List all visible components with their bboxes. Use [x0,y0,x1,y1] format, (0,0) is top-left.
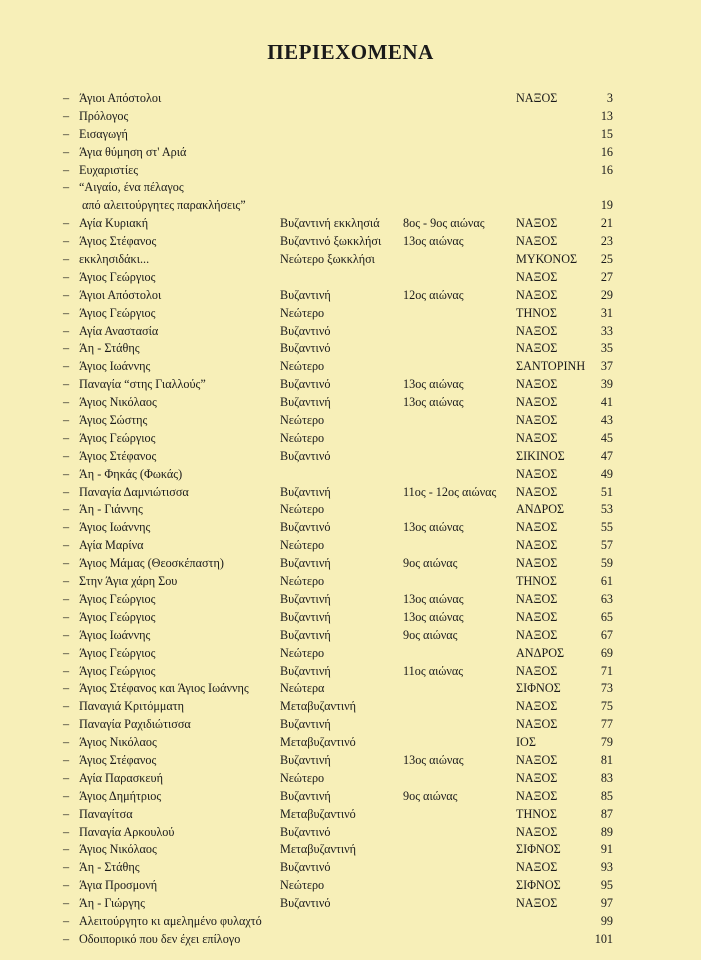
toc-entry-title: Άη - Στάθης [79,341,140,356]
toc-entry-island: ΝΑΞΟΣ [516,520,558,535]
toc-entry-style: Νεώτερα [280,681,325,696]
toc-entry-island: ΝΑΞΟΣ [516,752,558,767]
toc-entry-page: 69 [600,645,613,660]
toc-entry-page: 49 [600,466,613,481]
toc-entry-island: ΝΑΞΟΣ [516,788,558,803]
toc-dash: – [63,180,70,195]
toc-dash: – [63,430,70,445]
toc-entry [0,340,701,358]
toc-entry-island: ΝΑΞΟΣ [516,627,558,642]
toc-entry-island: ΝΑΞΟΣ [516,466,558,481]
toc-entry [0,90,701,108]
toc-entry-style: Νεώτερο [280,305,325,320]
toc-entry [0,734,701,752]
toc-entry-style: Βυζαντινό [280,824,331,839]
toc-entry-island: ΝΑΞΟΣ [516,717,558,732]
toc-entry [0,162,701,180]
toc-dash: – [63,395,70,410]
toc-entry-style: Βυζαντινό [280,860,331,875]
toc-entry-title: Άγιος Στέφανος [79,448,157,463]
toc-entry-title: Αγία Αναστασία [79,323,159,338]
toc-entry-style: Βυζαντινή [280,627,331,642]
toc-entry-title: Άη - Γιάννης [79,502,143,517]
toc-entry-title: Άγιος Νικόλαος [79,842,157,857]
toc-entry-style: Νεώτερο [280,413,325,428]
toc-entry-page: 91 [600,842,613,857]
toc-dash: – [63,502,70,517]
toc-entry-page: 55 [600,520,613,535]
toc-entry-title: Παναγίτσα [79,806,133,821]
toc-entry [0,913,701,931]
toc-entry [0,287,701,305]
toc-entry-century: 12ος αιώνας [403,287,464,302]
toc-entry-page: 16 [600,144,613,159]
toc-entry-page: 23 [600,234,613,249]
toc-entry-page: 99 [600,913,613,928]
toc-entry-page: 43 [600,413,613,428]
toc-dash: – [63,91,70,105]
toc-entry-title: Άγια θύμηση στ' Αριά [79,144,187,159]
toc-entry-style: Βυζαντινή [280,591,331,606]
toc-entry-title: Άγιος Δημήτριος [79,788,162,803]
toc-entry [0,931,701,949]
toc-entry-island: ΝΑΞΟΣ [516,216,558,231]
toc-entry-title: Άγιος Νικόλαος [79,735,157,750]
toc-entry-century: 13ος αιώνας [403,609,464,624]
toc-entry [0,663,701,681]
toc-entry-page: 73 [600,681,613,696]
toc-entry [0,430,701,448]
toc-entry-title: Άγια Προσμονή [79,878,158,893]
toc-entry-century: 13ος αιώνας [403,520,464,535]
toc-entry-title: Άγιος Γεώργιος [79,663,156,678]
toc-entry-page: 29 [600,287,613,302]
toc-entry-page: 93 [600,860,613,875]
toc-entry-island: ΝΑΞΟΣ [516,484,558,499]
toc-dash: – [63,627,70,642]
toc-entry-island: ΝΑΞΟΣ [516,287,558,302]
toc-entry [0,394,701,412]
toc-entry-page: 61 [600,574,613,589]
toc-entry-title: Άγιος Μάμας (Θεοσκέπαστη) [79,556,224,571]
toc-entry-title: Αγία Παρασκευή [79,770,163,785]
toc-dash: – [63,359,70,374]
toc-entry-island: ΣΙΚΙΝΟΣ [516,448,565,463]
toc-entry [0,895,701,913]
toc-entry-century: 13ος αιώνας [403,752,464,767]
toc-entry-century: 9ος αιώνας [403,627,458,642]
toc-entry-style: Νεώτερο [280,430,325,445]
toc-entry-title: Άγιοι Απόστολοι [79,287,162,302]
toc-entry-island: ΝΑΞΟΣ [516,663,558,678]
toc-entry [0,305,701,323]
toc-dash: – [63,878,70,893]
toc-dash: – [63,645,70,660]
toc-entry-style: Νεώτερο ξωκκλήσι [280,252,375,267]
toc-entry-page: 13 [600,108,613,123]
toc-entry [0,323,701,341]
toc-entry-century: 9ος αιώνας [403,788,458,803]
toc-entry [0,144,701,162]
toc-entry-page: 83 [600,770,613,785]
toc-entry-island: ΣΑΝΤΟΡΙΝΗ [516,359,586,374]
toc-entry-style: Νεώτερο [280,502,325,517]
toc-entry-page: 16 [600,162,613,177]
toc-entry [0,645,701,663]
toc-entry-island: ΝΑΞΟΣ [516,591,558,606]
toc-entry-title: Άη - Φηκάς (Φωκάς) [79,466,183,481]
toc-dash: – [63,126,70,141]
toc-dash: – [63,377,70,392]
toc-dash: – [63,717,70,732]
toc-dash: – [63,466,70,481]
toc-entry-title: Άγιος Σώστης [79,413,148,428]
toc-entry-island: ΝΑΞΟΣ [516,413,558,428]
toc-entry-title: από αλειτούργητες παρακλήσεις” [82,198,246,213]
toc-dash: – [63,896,70,911]
toc-entry [0,698,701,716]
toc-entry-title: Παναγία Αρκουλού [79,824,175,839]
toc-entry-title: Ευχαριστίες [79,162,139,177]
toc-entry-style: Βυζαντινό [280,341,331,356]
toc-dash: – [63,663,70,678]
toc-entry [0,501,701,519]
toc-dash: – [63,860,70,875]
toc-entry [0,877,701,895]
toc-entry [0,215,701,233]
toc-entry-title: Παναγία “στης Γιαλλούς” [79,377,206,392]
toc-dash: – [63,287,70,302]
toc-entry-style: Βυζαντινή [280,717,331,732]
toc-dash: – [63,144,70,159]
toc-entry-island: ΤΗΝΟΣ [516,806,557,821]
toc-entry-style: Βυζαντινό [280,520,331,535]
toc-dash: – [63,234,70,249]
toc-entry-page: 53 [600,502,613,517]
toc-entry-island: ΝΑΞΟΣ [516,824,558,839]
toc-entry-style: Βυζαντινή [280,609,331,624]
toc-entry-island: ΣΙΦΝΟΣ [516,681,561,696]
toc-entry-style: Βυζαντινό [280,896,331,911]
toc-dash: – [63,681,70,696]
toc-entry-title: εκκλησιδάκι... [79,252,150,267]
toc-entry-island: ΝΑΞΟΣ [516,269,558,284]
toc-entry [0,466,701,484]
toc-entry-island: ΝΑΞΟΣ [516,395,558,410]
toc-entry-style: Νεώτερο [280,878,325,893]
toc-entry-page: 75 [600,699,613,714]
toc-dash: – [63,216,70,231]
toc-entry [0,376,701,394]
toc-entry [0,269,701,287]
toc-entry-style: Βυζαντινή [280,287,331,302]
toc-entry-style: Βυζαντινή [280,788,331,803]
toc-entry-page: 19 [600,198,613,213]
toc-entry-style: Βυζαντινή [280,484,331,499]
toc-entry-century: 11ος αιώνας [403,663,464,678]
toc-entry-title: Άη - Στάθης [79,860,140,875]
toc-entry-style: Μεταβυζαντινή [280,699,357,714]
toc-entry-island: ΣΙΦΝΟΣ [516,878,561,893]
toc-entry-page: 33 [600,323,613,338]
toc-dash: – [63,842,70,857]
toc-dash: – [63,252,70,267]
toc-entry-page: 15 [600,126,613,141]
toc-dash: – [63,806,70,821]
toc-entry-page: 41 [600,395,613,410]
toc-entry-page: 63 [600,591,613,606]
toc-entry-page: 3 [606,91,613,105]
toc-dash: – [63,269,70,284]
toc-dash: – [63,520,70,535]
toc-entry [0,251,701,269]
toc-entry-title: Άγιος Γεώργιος [79,305,156,320]
toc-entry-island: ΝΑΞΟΣ [516,770,558,785]
toc-entry-island: ΝΑΞΟΣ [516,538,558,553]
toc-dash: – [63,484,70,499]
toc-entry [0,716,701,734]
toc-entry [0,126,701,144]
toc-entry-island: ΝΑΞΟΣ [516,377,558,392]
toc-entry [0,233,701,251]
toc-dash: – [63,538,70,553]
toc-entry-page: 51 [600,484,613,499]
toc-dash: – [63,574,70,589]
toc-dash: – [63,770,70,785]
toc-entry-title: Άγιος Ιωάννης [79,359,151,374]
toc-dash: – [63,448,70,463]
page-title: ΠΕΡΙΕΧΟΜΕΝΑ [267,40,434,64]
table-of-contents [0,90,701,949]
toc-entry-page: 95 [600,878,613,893]
toc-entry-century: 11ος - 12ος αιώνας [403,484,497,499]
toc-entry-page: 37 [600,359,613,374]
toc-entry-page: 47 [600,448,613,463]
toc-dash: – [63,824,70,839]
toc-entry-page: 31 [600,305,613,320]
toc-entry-island: ΑΝΔΡΟΣ [516,502,565,517]
toc-entry-page: 45 [600,430,613,445]
toc-entry-page: 97 [600,896,613,911]
toc-entry-island: ΝΑΞΟΣ [516,699,558,714]
toc-entry-island: ΝΑΞΟΣ [516,341,558,356]
toc-dash: – [63,735,70,750]
toc-dash: – [63,788,70,803]
toc-entry [0,412,701,430]
toc-entry [0,680,701,698]
toc-entry-century: 13ος αιώνας [403,377,464,392]
toc-entry-island: ΤΗΝΟΣ [516,574,557,589]
toc-entry-style: Βυζαντινό [280,323,331,338]
toc-entry-title: Άγιος Γεώργιος [79,645,156,660]
toc-dash: – [63,305,70,320]
toc-dash: – [63,699,70,714]
toc-entry [0,824,701,842]
toc-entry-style: Βυζαντινή [280,395,331,410]
toc-entry-title: Πρόλογος [79,108,129,123]
toc-entry-island: ΝΑΞΟΣ [516,91,558,105]
toc-entry-style: Βυζαντινό [280,448,331,463]
toc-entry-title: Άγιος Ιωάννης [79,627,151,642]
toc-entry [0,806,701,824]
toc-entry-style: Βυζαντινή [280,752,331,767]
toc-entry [0,484,701,502]
toc-dash: – [63,609,70,624]
toc-entry-page: 57 [600,538,613,553]
toc-entry-title: Άγιος Ιωάννης [79,520,151,535]
toc-entry-page: 65 [600,609,613,624]
toc-entry-style: Βυζαντινή [280,556,331,571]
toc-entry-title: Άγιος Στέφανος [79,234,157,249]
toc-dash: – [63,931,70,946]
toc-entry-page: 89 [600,824,613,839]
toc-entry [0,627,701,645]
toc-dash: – [63,323,70,338]
toc-dash: – [63,162,70,177]
toc-entry [0,519,701,537]
toc-entry-island: ΝΑΞΟΣ [516,609,558,624]
toc-dash: – [63,752,70,767]
toc-entry-style: Μεταβυζαντινό [280,806,356,821]
toc-entry-page: 27 [600,269,613,284]
toc-entry-title: Άγιοι Απόστολοι [79,91,162,105]
toc-dash: – [63,108,70,123]
toc-entry-page: 77 [600,717,613,732]
toc-entry-island: ΑΝΔΡΟΣ [516,645,565,660]
toc-entry-century: 8ος - 9ος αιώνας [403,216,485,231]
toc-entry-island: ΣΙΦΝΟΣ [516,842,561,857]
toc-entry-title: Στην Άγια χάρη Σου [79,574,178,589]
toc-entry-title: Παναγιά Κριτόμματη [79,699,185,714]
toc-entry [0,752,701,770]
toc-entry-title: Άγιος Νικόλαος [79,395,157,410]
toc-entry-page: 79 [600,735,613,750]
toc-entry-title: Αγία Κυριακή [79,216,149,231]
toc-entry-page: 85 [600,788,613,803]
toc-entry-title: Άη - Γιώργης [79,896,145,911]
toc-entry-title: Άγιος Γεώργιος [79,430,156,445]
toc-dash: – [63,341,70,356]
toc-entry-page: 21 [600,216,613,231]
toc-entry [0,859,701,877]
toc-entry-page: 35 [600,341,613,356]
toc-entry-title: Άγιος Γεώργιος [79,269,156,284]
toc-entry-page: 71 [600,663,613,678]
toc-entry-style: Μεταβυζαντινή [280,842,357,857]
toc-entry [0,448,701,466]
toc-entry-island: ΝΑΞΟΣ [516,323,558,338]
toc-entry-page: 25 [600,252,613,267]
toc-dash: – [63,556,70,571]
toc-entry-island: ΝΑΞΟΣ [516,234,558,249]
toc-entry-page: 39 [600,377,613,392]
toc-entry-island: ΝΑΞΟΣ [516,896,558,911]
toc-entry-style: Νεώτερο [280,645,325,660]
toc-entry-style: Νεώτερο [280,359,325,374]
toc-entry-style: Βυζαντινό ξωκκλήσι [280,234,382,249]
toc-entry [0,788,701,806]
toc-entry-century: 9ος αιώνας [403,556,458,571]
toc-entry-island: ΝΑΞΟΣ [516,430,558,445]
toc-dash: – [63,413,70,428]
toc-entry [0,609,701,627]
toc-entry [0,108,701,126]
toc-entry-title: Αλειτούργητο κι αμελημένο φυλαχτό [79,913,262,928]
toc-entry-page: 81 [600,752,613,767]
toc-entry-title: Άγιος Στέφανος και Άγιος Ιωάννης [79,681,249,696]
toc-entry-island: ΙΟΣ [516,735,536,750]
toc-entry-century: 13ος αιώνας [403,395,464,410]
toc-entry [0,841,701,859]
toc-entry-page: 101 [594,931,613,946]
toc-entry-style: Βυζαντινή εκκλησιά [280,216,380,231]
toc-entry [0,770,701,788]
toc-entry-title: Εισαγωγή [79,126,128,141]
toc-entry-title: Αγία Μαρίνα [79,538,144,553]
toc-entry [0,555,701,573]
toc-entry [0,537,701,555]
toc-entry-style: Νεώτερο [280,574,325,589]
toc-entry-island: ΜΥΚΟΝΟΣ [516,252,578,267]
toc-dash: – [63,913,70,928]
toc-entry-page: 67 [600,627,613,642]
toc-entry [0,197,701,215]
toc-entry-title: Άγιος Γεώργιος [79,591,156,606]
toc-entry-title: Παναγία Δαμνιώτισσα [79,484,189,499]
toc-entry-style: Νεώτερο [280,538,325,553]
toc-entry-page: 87 [600,806,613,821]
toc-entry-island: ΤΗΝΟΣ [516,305,557,320]
toc-entry-style: Βυζαντινό [280,377,331,392]
toc-entry [0,179,701,197]
toc-entry-style: Νεώτερο [280,770,325,785]
toc-entry-style: Βυζαντινή [280,663,331,678]
toc-entry-style: Μεταβυζαντινό [280,735,356,750]
toc-entry-title: Άγιος Γεώργιος [79,609,156,624]
toc-entry-title: “Αιγαίο, ένα πέλαγος [79,180,184,195]
toc-entry-century: 13ος αιώνας [403,234,464,249]
toc-entry [0,573,701,591]
toc-entry-island: ΝΑΞΟΣ [516,556,558,571]
toc-entry-title: Οδοιπορικό που δεν έχει επίλογο [79,931,241,946]
toc-entry [0,591,701,609]
toc-entry-title: Άγιος Στέφανος [79,752,157,767]
toc-entry [0,358,701,376]
toc-dash: – [63,591,70,606]
toc-entry-island: ΝΑΞΟΣ [516,860,558,875]
toc-entry-title: Παναγία Ραχιδιώτισσα [79,717,191,732]
toc-entry-century: 13ος αιώνας [403,591,464,606]
toc-entry-page: 59 [600,556,613,571]
